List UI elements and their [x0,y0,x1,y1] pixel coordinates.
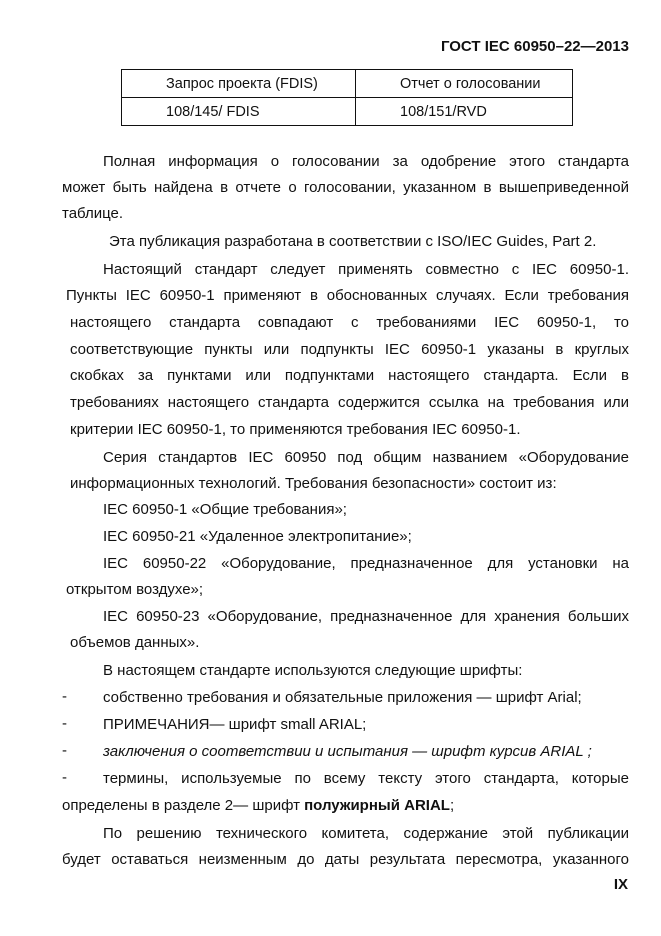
text-line: По решению технического комитета, содержание этой публикации [103,825,629,842]
text-line: IEC 60950-1 «Общие требования»; [103,501,347,518]
text-line: Настоящий стандарт следует применять совместно с IEC 60950-1. [103,261,629,278]
document-id-header: ГОСТ IEC 60950–22—2013 [440,38,629,55]
text-line: Серия стандартов IEC 60950 под общим названием «Оборудование [103,449,629,466]
text-line: требованиях настоящего стандарта содержится ссылка на требования или [70,394,629,411]
text-line: IEC 60950-23 «Оборудование, предназначенное для хранения больших [103,608,629,625]
bullet-mark: - [62,769,67,786]
text-line: соответствующие пункты или подпункты IEC 60950-1 указаны в круглых [70,341,629,358]
page-number: IX [613,876,628,893]
text-line: IEC 60950-22 «Оборудование, предназначенное для установки на [103,555,629,572]
text-line: объемов данных». [70,634,200,651]
text-run: определены в разделе 2— шрифт [62,797,305,814]
text-line: будет оставаться неизменным до даты результата пересмотра, указанного [62,851,629,868]
voting-table [121,69,573,126]
text-line: таблице. [62,205,124,222]
bullet-mark: - [62,688,67,705]
text-line: критерии IEC 60950-1, то применяются требования IEC 60950-1. [70,421,521,438]
fdis-column-header: Запрос проекта (FDIS) [122,70,356,98]
text-line: IEC 60950-21 «Удаленное электропитание»; [103,528,412,545]
bullet-mark: - [62,742,67,759]
text-line: Эта публикация разработана в соответствии с ISO/IEC Guides, Part 2. [109,233,597,250]
text-line: термины, используемые по всему тексту этого стандарта, которые [103,770,629,787]
text-run: ; [449,797,455,814]
text-line-mixed [62,796,454,816]
text-line: открытом воздухе»; [66,581,204,598]
text-line: В настоящем стандарте используются следующие шрифты: [103,662,523,679]
text-line: настоящего стандарта совпадают с требованиями IEC 60950-1, то [70,314,629,331]
text-line: Пункты IEC 60950-1 применяют в обоснованных случаях. Если требования [66,287,629,304]
text-line: собственно требования и обязательные приложения — шрифт Arial; [103,689,582,706]
bold-run: полужирный ARIAL [304,797,450,814]
rvd-column-header: Отчет о голосовании [356,70,573,98]
fdis-value-cell: 108/145/ FDIS [122,98,356,126]
rvd-value-cell: 108/151/RVD [356,98,573,126]
text-line: заключения о соответствии и испытания — шрифт курсив ARIAL ; [103,743,592,760]
text-line: скобках за пунктами или подпунктами настоящего стандарта. Если в [70,367,629,384]
text-line: ПРИМЕЧАНИЯ— шрифт small ARIAL; [103,716,367,733]
text-line: может быть найдена в отчете о голосовании, указанном в вышеприведенной [62,179,629,196]
text-line: информационных технологий. Требования безопасности» состоит из: [70,475,557,492]
bullet-mark: - [62,715,67,732]
text-line: Полная информация о голосовании за одобрение этого стандарта [103,153,629,170]
